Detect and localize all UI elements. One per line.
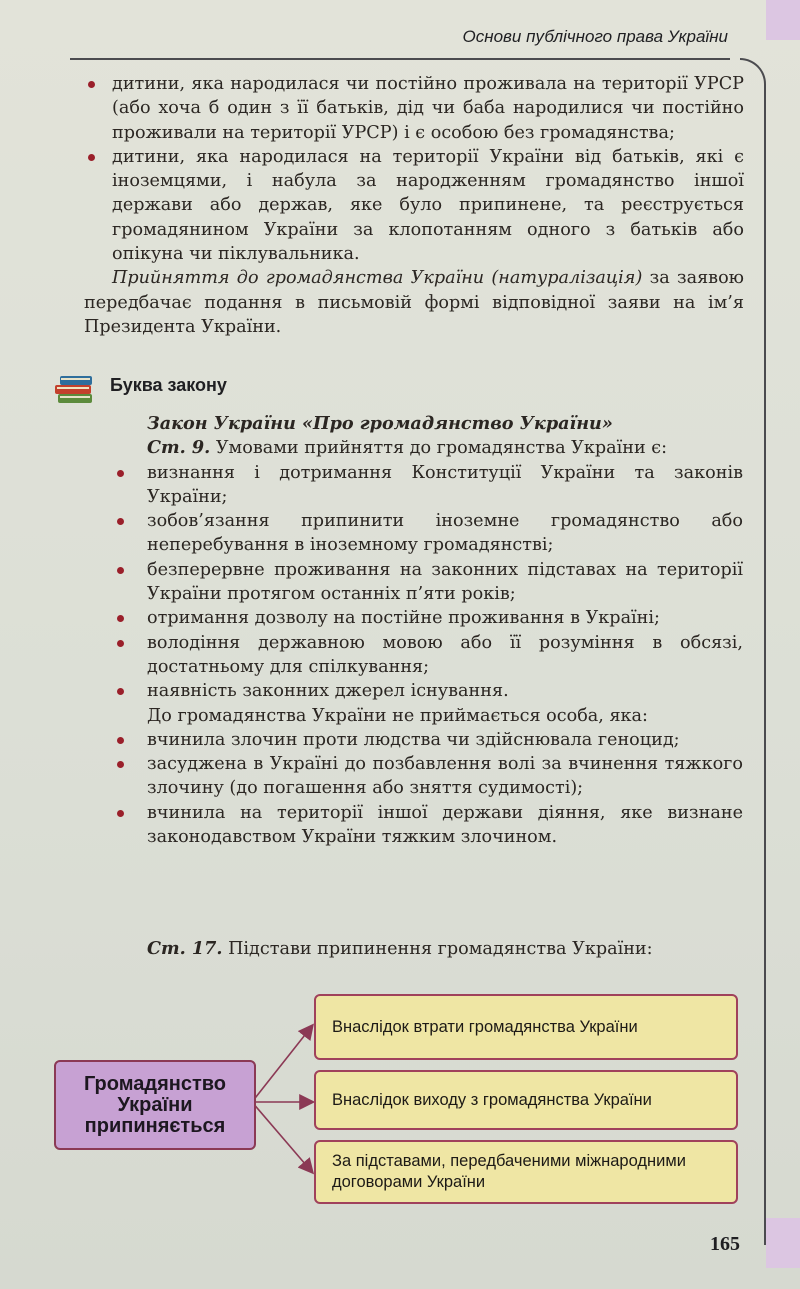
page-edge-tab: [766, 0, 800, 40]
page-number: 165: [710, 1233, 740, 1255]
list-item: засуджена в Україні до позбавлення волі за вчинення тяжкого злочину (до погашення або зняття судимості);: [113, 752, 743, 801]
bullet-icon: [117, 567, 124, 574]
result-box: Внаслідок втрати громадянства України: [314, 994, 738, 1060]
not-accepted-intro: До громадянства України не приймається особа, яка:: [147, 705, 648, 726]
list-item: безперервне проживання на законних підставах на території України протягом останніх п’яти років;: [113, 558, 743, 607]
list-item: визнання і дотримання Конституції України та законів України;: [113, 461, 743, 510]
article-17: Ст. 17. Підстави припинення громадянства України:: [147, 938, 653, 959]
naturalization-paragraph: Прийняття до громадянства України (натуралізація) за заявою передбачає подання в письмовій формі відповідної заяви на ім’я Президента України.: [84, 268, 744, 337]
law-title: Закон України «Про громадянство України»: [147, 413, 613, 434]
termination-diagram: [0, 990, 800, 1200]
arrow-1: [252, 1026, 312, 1102]
bullet-icon: [88, 154, 95, 161]
main-box: Громадянство України припиняється: [54, 1060, 256, 1150]
list-item: дитини, яка народилася на території України від батьків, які є іноземцями, і набула за народженням громадянство іншої держави або держав, яке було припинене, та реєструється громадянином України за клопотанням одного з батьків або опікуна чи піклувальника.: [84, 145, 744, 266]
bullet-icon: [117, 518, 124, 525]
arrow-3: [252, 1102, 312, 1172]
list-item: зобов’язання припинити іноземне громадянство або неперебування в іноземному громадянстві;: [113, 509, 743, 558]
article-9: Ст. 9. Умовами прийняття до громадянства України є:: [147, 437, 668, 459]
bullet-icon: [117, 761, 124, 768]
list-item: вчинила злочин проти людства чи здійснювала геноцид;: [113, 728, 743, 752]
list-item: отримання дозволу на постійне проживання в Україні;: [113, 606, 743, 630]
bullet-icon: [117, 615, 124, 622]
law-heading: Буква закону: [110, 375, 227, 395]
books-icon: [52, 370, 102, 408]
bullet-icon: [117, 688, 124, 695]
running-header: Основи публічного права України: [462, 27, 728, 46]
law-text: [113, 412, 743, 849]
list-item: дитини, яка народилася чи постійно проживала на території УРСР (або хоча б один з її батьків, дід чи баба народилися чи постійно проживали на території УРСР) і є особою без громадянства;: [84, 72, 744, 145]
header-rule: [70, 58, 730, 60]
bullet-icon: [117, 737, 124, 744]
page-edge-tab: [766, 1218, 800, 1268]
bullet-icon: [117, 640, 124, 647]
list-item: наявність законних джерел існування.: [113, 679, 743, 703]
bullet-icon: [88, 81, 95, 88]
result-box: За підставами, передбаченими міжнародними договорами України: [314, 1140, 738, 1204]
bullet-icon: [117, 810, 124, 817]
list-item: вчинила на території іншої держави діяння, яке визнане законодавством України тяжким злочином.: [113, 801, 743, 850]
intro-list: [84, 72, 744, 339]
result-box: Внаслідок виходу з громадянства України: [314, 1070, 738, 1130]
bullet-icon: [117, 470, 124, 477]
list-item: володіння державною мовою або її розуміння в обсязі, достатньому для спілкування;: [113, 631, 743, 680]
